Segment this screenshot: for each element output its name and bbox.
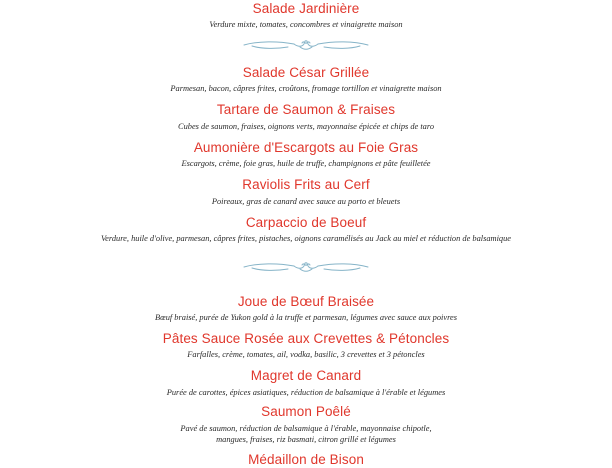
menu-item-title: Aumonière d'Escargots au Foie Gras (193, 140, 419, 155)
menu-item-description: Cubes de saumon, fraises, oignons verts, mayonnaise épicée et chips de taro (177, 122, 435, 131)
menu-item-title: Salade Jardinière (252, 1, 360, 16)
menu-item-title: Salade César Grillée (242, 65, 370, 80)
menu-item-title: Médaillon de Bison (248, 452, 364, 467)
menu-item-description: Verdure, huile d'olive, parmesan, câpres frites, pistaches, oignons caramélisés au Jack au miel et réduction de balsamique (101, 234, 511, 243)
menu-item-title: Tartare de Saumon & Fraises (216, 102, 396, 117)
menu-item-description: Farfalles, crème, tomates, ail, vodka, basilic, 3 crevettes et 3 pétoncles (187, 350, 425, 359)
menu-item-title: Raviolis Frits au Cerf (242, 177, 370, 192)
menu-item-description: Purée de carottes, épices asiatiques, réduction de balsamique à l'érable et légumes (166, 388, 446, 397)
menu-item-description: Poireaux, gras de canard avec sauce au porto et bleuets (211, 197, 401, 206)
menu-item-description: Bœuf braisé, purée de Yukon gold à la truffe et parmesan, légumes avec sauce aux poivres (155, 313, 457, 322)
flourish-divider-icon (238, 38, 374, 52)
flourish-divider-icon (238, 260, 374, 274)
menu-item-description-line2: mangues, fraises, riz basmati, citron grillé et légumes (216, 435, 396, 444)
menu-item-title: Saumon Poêlé (261, 404, 351, 419)
menu-item-title: Joue de Bœuf Braisée (237, 294, 375, 309)
menu-item-description: Verdure mixte, tomates, concombres et vinaigrette maison (209, 20, 403, 29)
menu-item-description: Parmesan, bacon, câpres frites, croûtons, fromage tortillon et vinaigrette maison (170, 84, 442, 93)
menu-item-title: Magret de Canard (250, 368, 362, 383)
menu-item-description: Pavé de saumon, réduction de balsamique à l'érable, mayonnaise chipotle, (180, 424, 432, 433)
menu-item-description: Escargots, crème, foie gras, huile de truffe, champignons et pâte feuilletée (181, 159, 431, 168)
menu-item-title: Pâtes Sauce Rosée aux Crevettes & Pétoncles (162, 331, 450, 346)
menu-item-title: Carpaccio de Boeuf (245, 215, 367, 230)
